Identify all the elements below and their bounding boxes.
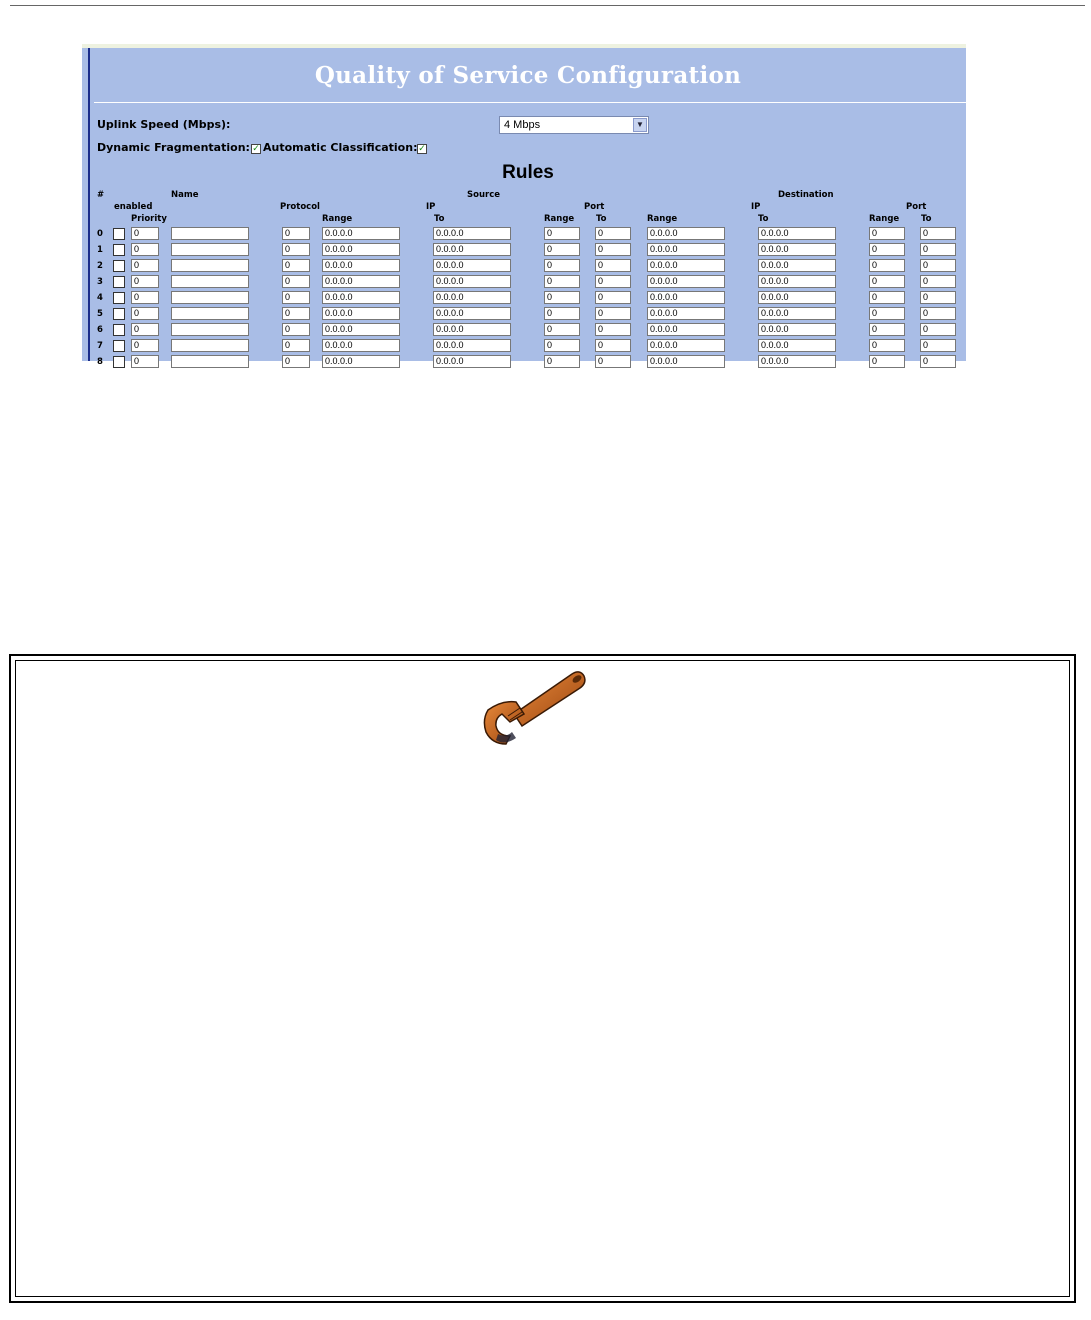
rule-src-port-range-input[interactable]: 0 — [544, 227, 580, 240]
rule-row-number: 4 — [97, 293, 103, 303]
rule-src-port-to-input[interactable]: 0 — [595, 323, 631, 336]
rule-src-port-range-input[interactable]: 0 — [544, 307, 580, 320]
col-header-priority: Priority — [131, 214, 167, 224]
rule-src-port-range-input[interactable]: 0 — [544, 275, 580, 288]
rule-src-port-range-input[interactable]: 0 — [544, 339, 580, 352]
rule-dst-port-to-input[interactable]: 0 — [920, 355, 956, 368]
rule-dst-ip-to-input[interactable]: 0.0.0.0 — [758, 355, 836, 368]
rule-name-input[interactable] — [171, 227, 249, 240]
col-header-src-port-to: To — [596, 214, 607, 224]
rule-dst-port-range-input[interactable]: 0 — [869, 291, 905, 304]
rule-src-port-range-input[interactable]: 0 — [544, 243, 580, 256]
col-header-name: Name — [171, 190, 199, 200]
rule-dst-port-to-input[interactable]: 0 — [920, 227, 956, 240]
rule-dst-ip-range-input[interactable]: 0.0.0.0 — [647, 227, 725, 240]
rule-enabled-checkbox[interactable] — [113, 228, 125, 240]
col-header-src-port-range: Range — [544, 214, 575, 224]
rule-src-ip-to-input[interactable]: 0.0.0.0 — [433, 355, 511, 368]
rule-src-port-to-input[interactable]: 0 — [595, 243, 631, 256]
rule-src-port-to-input[interactable]: 0 — [595, 339, 631, 352]
rule-priority-input[interactable]: 0 — [131, 307, 159, 320]
rule-protocol-input[interactable]: 0 — [282, 275, 310, 288]
rule-dst-ip-range-input[interactable]: 0.0.0.0 — [647, 275, 725, 288]
rule-src-port-to-input[interactable]: 0 — [595, 275, 631, 288]
rule-src-port-range-input[interactable]: 0 — [544, 291, 580, 304]
rule-name-input[interactable] — [171, 243, 249, 256]
rule-dst-ip-to-input[interactable]: 0.0.0.0 — [758, 291, 836, 304]
rule-protocol-input[interactable]: 0 — [282, 323, 310, 336]
rule-name-input[interactable] — [171, 307, 249, 320]
rule-dst-port-range-input[interactable]: 0 — [869, 355, 905, 368]
col-header-dst-ip-to: To — [758, 214, 769, 224]
rule-row-number: 6 — [97, 325, 103, 335]
rule-dst-ip-to-input[interactable]: 0.0.0.0 — [758, 259, 836, 272]
rule-dst-port-range-input[interactable]: 0 — [869, 307, 905, 320]
col-header-dst-port-range: Range — [869, 214, 900, 224]
rule-src-port-to-input[interactable]: 0 — [595, 355, 631, 368]
rule-src-ip-to-input[interactable]: 0.0.0.0 — [433, 259, 511, 272]
rule-enabled-checkbox[interactable] — [113, 292, 125, 304]
rule-dst-ip-range-input[interactable]: 0.0.0.0 — [647, 243, 725, 256]
rule-src-ip-range-input[interactable]: 0.0.0.0 — [322, 339, 400, 352]
rule-src-ip-to-input[interactable]: 0.0.0.0 — [433, 275, 511, 288]
rule-src-port-to-input[interactable]: 0 — [595, 307, 631, 320]
rule-src-port-to-input[interactable]: 0 — [595, 259, 631, 272]
rule-src-ip-to-input[interactable]: 0.0.0.0 — [433, 323, 511, 336]
rule-priority-input[interactable]: 0 — [131, 339, 159, 352]
rule-dst-ip-to-input[interactable]: 0.0.0.0 — [758, 243, 836, 256]
rule-protocol-input[interactable]: 0 — [282, 307, 310, 320]
col-header-src-ip-range: Range — [322, 214, 353, 224]
rule-src-ip-range-input[interactable]: 0.0.0.0 — [322, 307, 400, 320]
rule-dst-port-range-input[interactable]: 0 — [869, 339, 905, 352]
rule-protocol-input[interactable]: 0 — [282, 355, 310, 368]
rule-src-ip-range-input[interactable]: 0.0.0.0 — [322, 259, 400, 272]
rule-priority-input[interactable]: 0 — [131, 355, 159, 368]
rules-heading: Rules — [502, 162, 554, 183]
tip-box-inner-border — [15, 660, 1070, 1297]
rule-row-number: 3 — [97, 277, 103, 287]
col-header-dst-port: Port — [906, 202, 927, 212]
rule-row-number: 7 — [97, 341, 103, 351]
rule-dst-port-to-input[interactable]: 0 — [920, 275, 956, 288]
rule-protocol-input[interactable]: 0 — [282, 243, 310, 256]
automatic-classification-label: Automatic Classification: — [263, 141, 418, 154]
rule-dst-port-to-input[interactable]: 0 — [920, 307, 956, 320]
col-header-src-ip-to: To — [434, 214, 445, 224]
rule-protocol-input[interactable]: 0 — [282, 227, 310, 240]
col-header-enabled: enabled — [114, 202, 153, 212]
rule-priority-input[interactable]: 0 — [131, 243, 159, 256]
col-header-src-port: Port — [584, 202, 605, 212]
rule-row-number: 0 — [97, 229, 103, 239]
rule-row-number: 2 — [97, 261, 103, 271]
rule-dst-port-to-input[interactable]: 0 — [920, 323, 956, 336]
uplink-speed-select[interactable] — [499, 116, 649, 134]
uplink-speed-value: 4 Mbps — [504, 119, 541, 131]
rule-dst-port-to-input[interactable]: 0 — [920, 243, 956, 256]
rule-dst-ip-range-input[interactable]: 0.0.0.0 — [647, 307, 725, 320]
rule-dst-port-range-input[interactable]: 0 — [869, 227, 905, 240]
rule-dst-ip-range-input[interactable]: 0.0.0.0 — [647, 339, 725, 352]
rule-name-input[interactable] — [171, 355, 249, 368]
col-header-src-ip: IP — [426, 202, 436, 212]
rule-enabled-checkbox[interactable] — [113, 244, 125, 256]
rule-src-ip-to-input[interactable]: 0.0.0.0 — [433, 339, 511, 352]
rule-src-ip-range-input[interactable]: 0.0.0.0 — [322, 275, 400, 288]
rule-enabled-checkbox[interactable] — [113, 308, 125, 320]
rule-dst-ip-to-input[interactable]: 0.0.0.0 — [758, 307, 836, 320]
rule-src-ip-to-input[interactable]: 0.0.0.0 — [433, 243, 511, 256]
rule-protocol-input[interactable]: 0 — [282, 259, 310, 272]
rule-protocol-input[interactable]: 0 — [282, 339, 310, 352]
rule-dst-port-range-input[interactable]: 0 — [869, 259, 905, 272]
dynamic-fragmentation-checkbox[interactable]: ✓ — [252, 144, 260, 154]
rule-src-ip-range-input[interactable]: 0.0.0.0 — [322, 355, 400, 368]
rule-dst-ip-to-input[interactable]: 0.0.0.0 — [758, 323, 836, 336]
rule-dst-port-range-input[interactable]: 0 — [869, 275, 905, 288]
rule-dst-ip-range-input[interactable]: 0.0.0.0 — [647, 355, 725, 368]
rule-dst-ip-range-input[interactable]: 0.0.0.0 — [647, 323, 725, 336]
col-header-source: Source — [467, 190, 501, 200]
rule-row-number: 5 — [97, 309, 103, 319]
col-header-destination: Destination — [778, 190, 834, 200]
rule-dst-port-range-input[interactable]: 0 — [869, 323, 905, 336]
rule-dst-port-range-input[interactable]: 0 — [869, 243, 905, 256]
rule-dst-port-to-input[interactable]: 0 — [920, 339, 956, 352]
col-header-num: # — [97, 190, 105, 200]
col-header-protocol: Protocol — [280, 202, 320, 212]
rule-priority-input[interactable]: 0 — [131, 227, 159, 240]
page-top-rule — [10, 5, 1085, 6]
rule-row-number: 8 — [97, 357, 103, 367]
rule-src-port-range-input[interactable]: 0 — [544, 259, 580, 272]
rule-enabled-checkbox[interactable] — [113, 340, 125, 352]
rule-src-ip-range-input[interactable]: 0.0.0.0 — [322, 243, 400, 256]
chevron-down-icon[interactable]: ▼ — [633, 118, 647, 132]
rule-src-port-range-input[interactable]: 0 — [544, 355, 580, 368]
rule-name-input[interactable] — [171, 275, 249, 288]
rule-enabled-checkbox[interactable] — [113, 356, 125, 368]
rule-dst-ip-to-input[interactable]: 0.0.0.0 — [758, 275, 836, 288]
uplink-speed-label: Uplink Speed (Mbps): — [97, 118, 231, 131]
rule-protocol-input[interactable]: 0 — [282, 291, 310, 304]
rule-src-ip-range-input[interactable]: 0.0.0.0 — [322, 227, 400, 240]
wrench-icon — [476, 664, 588, 748]
rule-src-port-to-input[interactable]: 0 — [595, 291, 631, 304]
rule-name-input[interactable] — [171, 259, 249, 272]
title-divider — [94, 102, 966, 103]
rule-dst-ip-range-input[interactable]: 0.0.0.0 — [647, 291, 725, 304]
col-header-dst-ip: IP — [751, 202, 761, 212]
rule-src-ip-to-input[interactable]: 0.0.0.0 — [433, 227, 511, 240]
rule-src-ip-to-input[interactable]: 0.0.0.0 — [433, 291, 511, 304]
page-title: Quality of Service Configuration — [314, 62, 742, 89]
rule-priority-input[interactable]: 0 — [131, 291, 159, 304]
dynamic-fragmentation-label: Dynamic Fragmentation: — [97, 141, 250, 154]
rule-enabled-checkbox[interactable] — [113, 324, 125, 336]
rule-row-number: 1 — [97, 245, 103, 255]
rule-priority-input[interactable]: 0 — [131, 275, 159, 288]
rule-src-port-to-input[interactable]: 0 — [595, 227, 631, 240]
qos-config-panel — [82, 44, 966, 367]
rule-src-port-range-input[interactable]: 0 — [544, 323, 580, 336]
col-header-dst-port-to: To — [921, 214, 932, 224]
rule-enabled-checkbox[interactable] — [113, 276, 125, 288]
rule-priority-input[interactable]: 0 — [131, 259, 159, 272]
rule-dst-ip-to-input[interactable]: 0.0.0.0 — [758, 227, 836, 240]
rule-dst-port-to-input[interactable]: 0 — [920, 259, 956, 272]
rule-src-ip-range-input[interactable]: 0.0.0.0 — [322, 291, 400, 304]
rule-enabled-checkbox[interactable] — [113, 260, 125, 272]
rule-name-input[interactable] — [171, 339, 249, 352]
rule-src-ip-to-input[interactable]: 0.0.0.0 — [433, 307, 511, 320]
rule-src-ip-range-input[interactable]: 0.0.0.0 — [322, 323, 400, 336]
col-header-dst-ip-range: Range — [647, 214, 678, 224]
rule-name-input[interactable] — [171, 323, 249, 336]
automatic-classification-checkbox[interactable]: ✓ — [418, 144, 426, 154]
rule-name-input[interactable] — [171, 291, 249, 304]
rule-dst-ip-range-input[interactable]: 0.0.0.0 — [647, 259, 725, 272]
rule-dst-port-to-input[interactable]: 0 — [920, 291, 956, 304]
rule-dst-ip-to-input[interactable]: 0.0.0.0 — [758, 339, 836, 352]
rule-priority-input[interactable]: 0 — [131, 323, 159, 336]
tip-box — [9, 654, 1076, 1303]
